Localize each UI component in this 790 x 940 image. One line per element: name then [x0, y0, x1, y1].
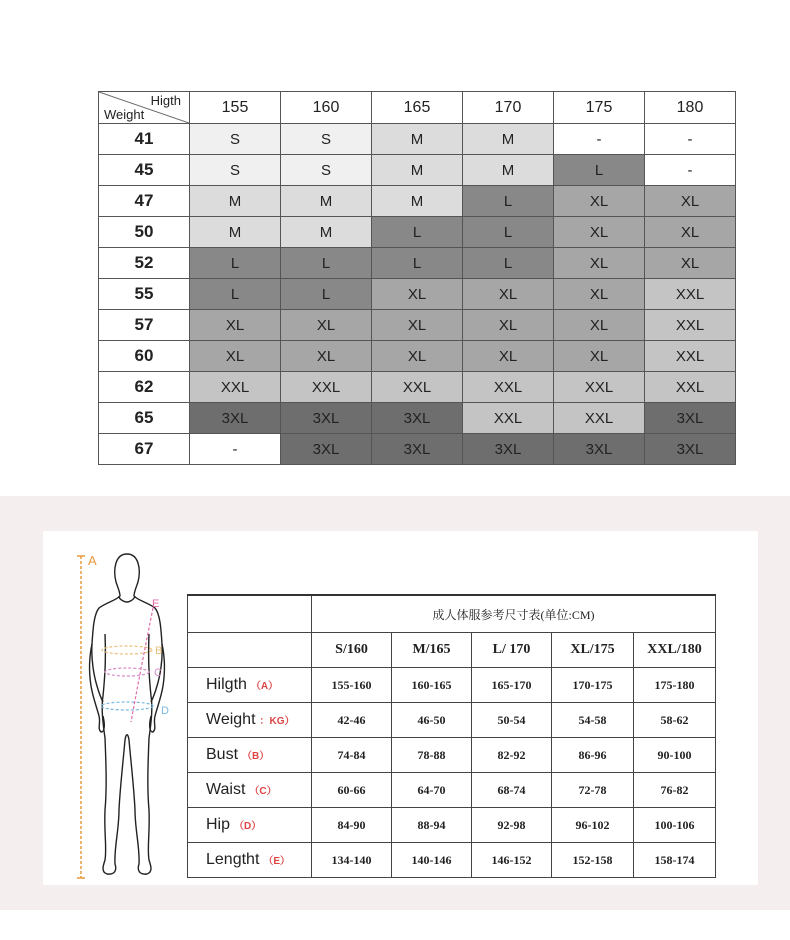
size-cell: S: [281, 124, 372, 155]
size-cell: M: [372, 124, 463, 155]
height-header-5: 180: [645, 92, 736, 124]
size-cell: XL: [645, 248, 736, 279]
measurement-value: 96-102: [552, 808, 634, 843]
size-cell: M: [463, 155, 554, 186]
size-cell: XXL: [645, 341, 736, 372]
measurement-name: Hip: [206, 816, 231, 833]
measurement-value: 152-158: [552, 843, 634, 878]
body-table-title-row: [188, 595, 716, 633]
size-cell: L: [190, 248, 281, 279]
grid-row: [99, 124, 736, 155]
size-cell: -: [554, 124, 645, 155]
size-cell: 3XL: [463, 434, 554, 465]
size-cell: L: [463, 186, 554, 217]
measurement-value: 175-180: [634, 668, 716, 703]
grid-row: [99, 310, 736, 341]
height-header-2: 165: [372, 92, 463, 124]
grid-row: [99, 217, 736, 248]
grid-row: [99, 372, 736, 403]
size-cell: XL: [554, 279, 645, 310]
size-cell: XL: [554, 341, 645, 372]
size-cell: L: [463, 217, 554, 248]
size-cell: -: [645, 155, 736, 186]
size-cell: L: [190, 279, 281, 310]
size-cell: -: [645, 124, 736, 155]
measurement-label: [188, 773, 312, 808]
measurement-row: [188, 843, 716, 878]
measurement-code: （A）: [250, 681, 279, 692]
size-cell: XXL: [372, 372, 463, 403]
measurement-value: 170-175: [552, 668, 634, 703]
measurement-row: [188, 808, 716, 843]
grid-row: [99, 186, 736, 217]
size-cell: XL: [190, 310, 281, 341]
size-cell: 3XL: [645, 403, 736, 434]
measurement-name: Hilgth: [206, 676, 247, 693]
measurement-value: 146-152: [472, 843, 552, 878]
size-cell: XXL: [645, 372, 736, 403]
size-cell: 3XL: [372, 403, 463, 434]
measurement-code: （B）: [242, 751, 270, 762]
measurement-value: 165-170: [472, 668, 552, 703]
measurement-value: 74-84: [312, 738, 392, 773]
marker-d: D: [161, 705, 169, 717]
size-cell: XXL: [645, 310, 736, 341]
size-cell: 3XL: [372, 434, 463, 465]
measurement-value: 46-50: [392, 703, 472, 738]
size-column-header: XL/175: [552, 633, 634, 668]
size-cell: XL: [645, 186, 736, 217]
height-header-3: 170: [463, 92, 554, 124]
size-column-header: XXL/180: [634, 633, 716, 668]
grid-row: [99, 403, 736, 434]
size-cell: XL: [372, 279, 463, 310]
grid-row: [99, 248, 736, 279]
size-cell: L: [372, 217, 463, 248]
size-column-header: M/165: [392, 633, 472, 668]
weight-cell: 45: [99, 155, 190, 186]
marker-c: C: [154, 667, 162, 679]
body-size-header-row: [188, 633, 716, 668]
measurement-value: 84-90: [312, 808, 392, 843]
size-column-header: L/ 170: [472, 633, 552, 668]
measurement-value: 158-174: [634, 843, 716, 878]
grid-header-row: [99, 92, 736, 124]
size-cell: XL: [190, 341, 281, 372]
weight-cell: 62: [99, 372, 190, 403]
measurement-value: 134-140: [312, 843, 392, 878]
header-spacer-cell: [188, 633, 312, 668]
size-cell: XL: [554, 186, 645, 217]
size-cell: L: [372, 248, 463, 279]
height-axis-label: Higth: [150, 93, 181, 108]
measurement-name: Weight: [206, 711, 256, 728]
measurement-row: [188, 703, 716, 738]
measurement-row: [188, 668, 716, 703]
size-cell: XL: [554, 310, 645, 341]
measurement-code: （E）: [263, 856, 291, 867]
measurement-value: 82-92: [472, 738, 552, 773]
measurement-value: 86-96: [552, 738, 634, 773]
body-measurement-table: [187, 594, 716, 878]
marker-b: B: [155, 645, 163, 657]
measurement-code: （D）: [234, 821, 262, 832]
weight-cell: 47: [99, 186, 190, 217]
weight-cell: 67: [99, 434, 190, 465]
size-cell: XXL: [190, 372, 281, 403]
length-line: [131, 608, 153, 722]
weight-cell: 52: [99, 248, 190, 279]
measurement-value: 58-62: [634, 703, 716, 738]
measurement-name: Waist: [206, 781, 246, 798]
size-cell: M: [372, 186, 463, 217]
measurement-code: （C）: [249, 786, 277, 797]
weight-cell: 41: [99, 124, 190, 155]
grid-corner: [99, 92, 190, 124]
grid-row: [99, 155, 736, 186]
weight-cell: 65: [99, 403, 190, 434]
measurement-name: Lengtht: [206, 851, 260, 868]
measurement-value: 54-58: [552, 703, 634, 738]
body-table-body: [188, 595, 716, 878]
size-cell: L: [554, 155, 645, 186]
size-cell: 3XL: [554, 434, 645, 465]
size-cell: XXL: [554, 403, 645, 434]
measurement-label: [188, 703, 312, 738]
weight-cell: 50: [99, 217, 190, 248]
height-header-4: 175: [554, 92, 645, 124]
size-cell: M: [281, 217, 372, 248]
size-cell: XL: [281, 341, 372, 372]
size-cell: XL: [463, 279, 554, 310]
measurement-label: [188, 668, 312, 703]
measurement-value: 76-82: [634, 773, 716, 808]
size-cell: XXL: [645, 279, 736, 310]
weight-cell: 60: [99, 341, 190, 372]
size-cell: XL: [463, 341, 554, 372]
size-cell: XL: [463, 310, 554, 341]
size-cell: L: [281, 279, 372, 310]
size-cell: L: [281, 248, 372, 279]
size-grid: [98, 91, 736, 465]
size-cell: XL: [554, 248, 645, 279]
measurement-row: [188, 738, 716, 773]
measurement-value: 50-54: [472, 703, 552, 738]
height-header-1: 160: [281, 92, 372, 124]
measurement-value: 100-106: [634, 808, 716, 843]
measurement-value: 140-146: [392, 843, 472, 878]
size-cell: 3XL: [190, 403, 281, 434]
size-cell: M: [190, 186, 281, 217]
size-cell: XL: [554, 217, 645, 248]
grid-row: [99, 279, 736, 310]
size-cell: XL: [645, 217, 736, 248]
weight-cell: 55: [99, 279, 190, 310]
marker-e: E: [152, 598, 160, 610]
size-cell: 3XL: [645, 434, 736, 465]
measurement-value: 160-165: [392, 668, 472, 703]
size-cell: M: [372, 155, 463, 186]
body-figure-illustration: [75, 548, 175, 883]
measurement-code: ：KG）: [259, 716, 295, 727]
size-cell: XXL: [463, 372, 554, 403]
size-cell: M: [281, 186, 372, 217]
size-cell: M: [463, 124, 554, 155]
size-cell: XXL: [463, 403, 554, 434]
measurement-label: [188, 843, 312, 878]
size-cell: S: [190, 124, 281, 155]
measurement-value: 78-88: [392, 738, 472, 773]
size-cell: S: [190, 155, 281, 186]
hip-line: [101, 702, 153, 710]
measurement-value: 72-78: [552, 773, 634, 808]
body-table-title: 成人体服参考尺寸表(单位:CM): [312, 595, 716, 633]
measurement-value: 90-100: [634, 738, 716, 773]
size-cell: M: [190, 217, 281, 248]
size-cell: L: [463, 248, 554, 279]
measurement-value: 64-70: [392, 773, 472, 808]
size-column-header: S/160: [312, 633, 392, 668]
measurement-value: 42-46: [312, 703, 392, 738]
grid-row: [99, 341, 736, 372]
measurement-value: 68-74: [472, 773, 552, 808]
size-cell: XL: [372, 310, 463, 341]
size-cell: -: [190, 434, 281, 465]
marker-a: A: [88, 553, 97, 568]
title-spacer-cell: [188, 595, 312, 633]
size-cell: XXL: [281, 372, 372, 403]
size-cell: XXL: [554, 372, 645, 403]
waist-line: [105, 668, 149, 676]
measurement-value: 155-160: [312, 668, 392, 703]
size-cell: 3XL: [281, 403, 372, 434]
size-cell: XL: [372, 341, 463, 372]
grid-body: [99, 124, 736, 465]
size-cell: XL: [281, 310, 372, 341]
measurement-row: [188, 773, 716, 808]
measurement-value: 92-98: [472, 808, 552, 843]
size-cell: 3XL: [281, 434, 372, 465]
weight-axis-label: Weight: [104, 107, 145, 122]
weight-cell: 57: [99, 310, 190, 341]
measurement-name: Bust: [206, 746, 239, 763]
measurement-label: [188, 738, 312, 773]
height-arrow: [77, 553, 97, 878]
measurement-value: 60-66: [312, 773, 392, 808]
measurement-label: [188, 808, 312, 843]
grid-row: [99, 434, 736, 465]
measurement-value: 88-94: [392, 808, 472, 843]
size-cell: S: [281, 155, 372, 186]
height-header-0: 155: [190, 92, 281, 124]
